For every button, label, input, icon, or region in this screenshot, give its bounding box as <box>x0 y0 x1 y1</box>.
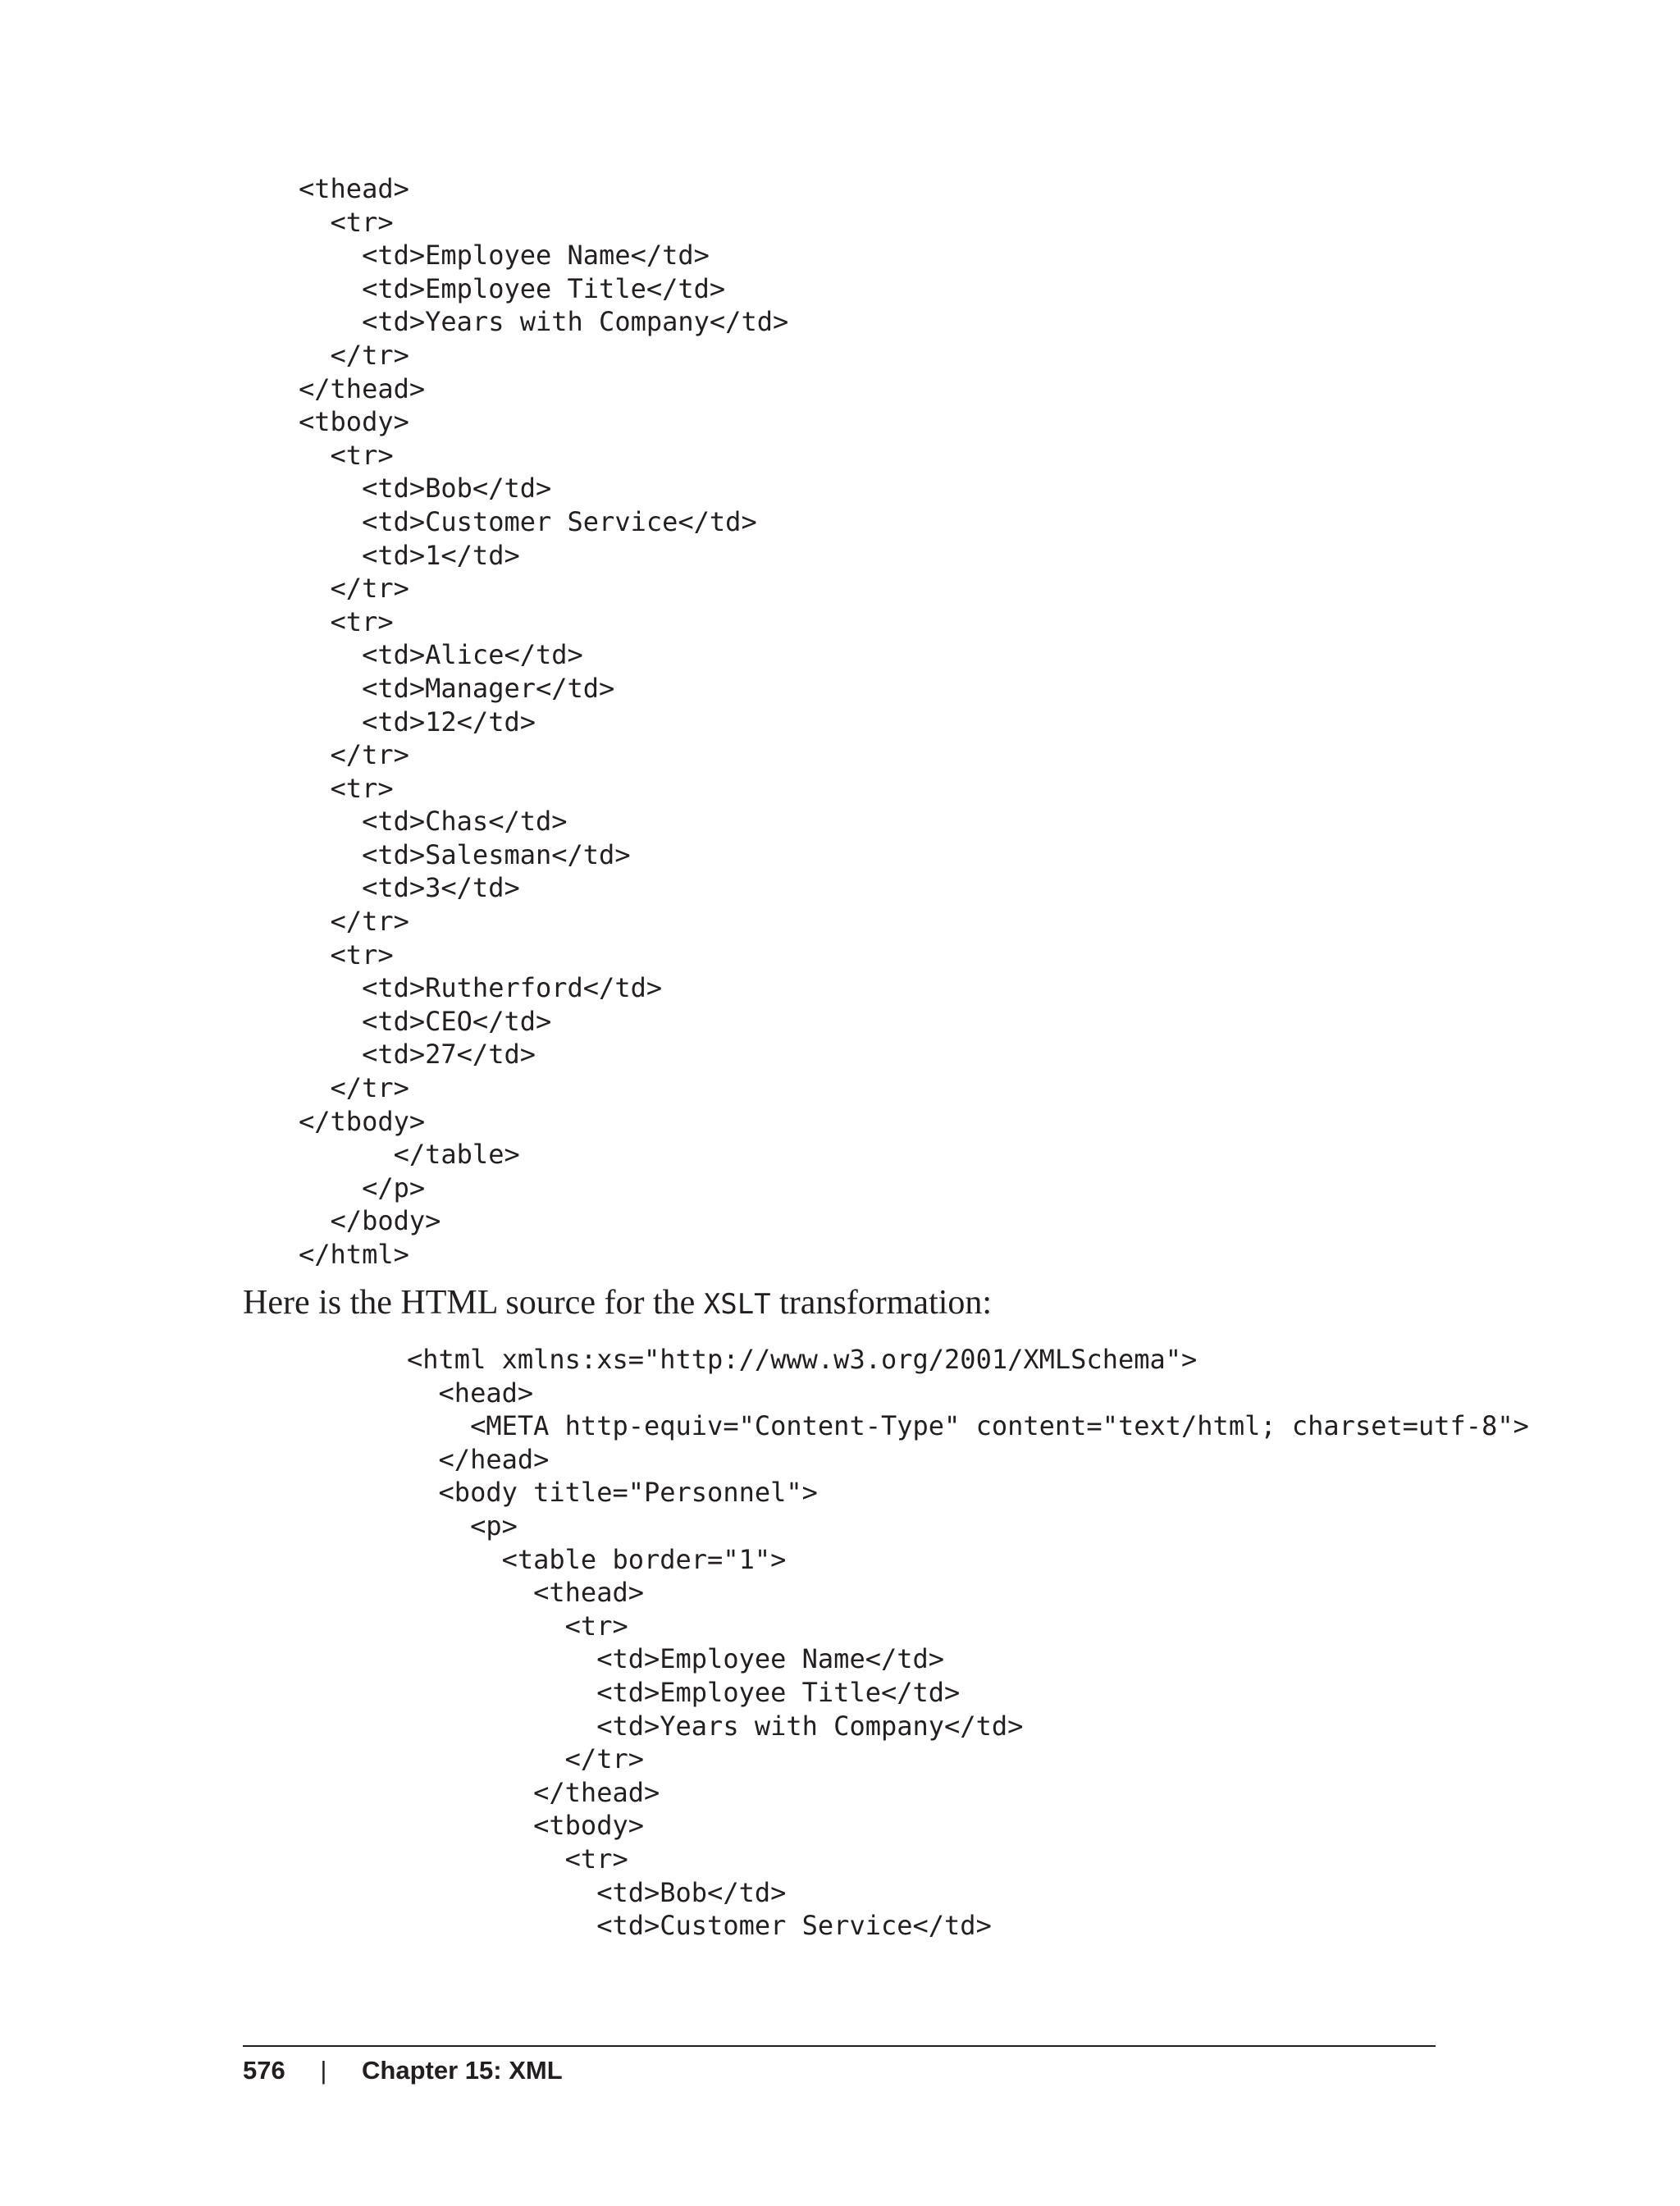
code-line: <td>Bob</td> <box>299 473 552 505</box>
code-line: <table border="1"> <box>407 1543 787 1575</box>
code-line: <td>Employee Title</td> <box>299 272 726 304</box>
code-line: <tr> <box>299 206 394 238</box>
code-line: </tr> <box>407 1743 644 1775</box>
code-line: <td>3</td> <box>299 872 520 904</box>
code-line: <td>Employee Name</td> <box>299 240 710 272</box>
code-line: <tr> <box>299 772 394 804</box>
code-line: </thead> <box>407 1776 660 1808</box>
paragraph-text-after: transformation: <box>770 1284 993 1322</box>
code-line: </tr> <box>299 1072 409 1104</box>
code-line: <td>Salesman</td> <box>299 838 631 870</box>
page-number: 576 <box>243 2056 285 2085</box>
footer-rule <box>243 2045 1436 2047</box>
code-line: <tr> <box>299 439 394 471</box>
code-line: </thead> <box>299 372 426 404</box>
code-line: <p> <box>407 1509 518 1541</box>
code-line: <td>Years with Company</td> <box>407 1710 1024 1742</box>
code-line: <td>Rutherford</td> <box>299 972 663 1004</box>
code-line: <td>Customer Service</td> <box>299 505 757 537</box>
paragraph-text-before: Here is the HTML source for the <box>243 1284 704 1322</box>
code-line: <td>27</td> <box>299 1039 536 1071</box>
code-line: </head> <box>407 1443 550 1475</box>
code-listing-html-source <box>407 1343 1529 1943</box>
code-line: <body title="Personnel"> <box>407 1477 818 1509</box>
code-line: </tr> <box>299 573 409 605</box>
footer-separator: | <box>320 2056 327 2085</box>
code-line: </tr> <box>299 339 409 371</box>
code-line: <td>Employee Title</td> <box>407 1676 961 1708</box>
code-line: <thead> <box>299 173 409 204</box>
code-line: </p> <box>299 1172 426 1203</box>
code-line: <tr> <box>407 1610 628 1642</box>
code-line: <td>Employee Name</td> <box>407 1643 945 1675</box>
code-line: </html> <box>299 1239 409 1270</box>
code-line: <td>12</td> <box>299 706 536 738</box>
code-line: <html xmlns:xs="http://www.w3.org/2001/XMLSchema"> <box>407 1344 1198 1375</box>
code-line: <tr> <box>407 1843 628 1875</box>
code-line: <thead> <box>407 1577 644 1609</box>
inline-code-xslt: XSLT <box>703 1288 771 1321</box>
code-line: </tbody> <box>299 1105 426 1137</box>
code-listing-table-body <box>299 172 788 1272</box>
body-paragraph <box>243 1281 992 1326</box>
code-line: <head> <box>407 1377 534 1409</box>
code-line: </body> <box>299 1205 441 1237</box>
chapter-title: Chapter 15: XML <box>362 2056 563 2085</box>
code-line: <td>Years with Company</td> <box>299 306 789 338</box>
code-line: <tbody> <box>407 1810 644 1842</box>
code-line: <td>Chas</td> <box>299 806 568 838</box>
code-line: <tr> <box>299 939 394 971</box>
code-line: </tr> <box>299 906 409 938</box>
code-line: <tr> <box>299 605 394 637</box>
code-line: <td>Bob</td> <box>407 1876 787 1908</box>
page-footer <box>243 2053 563 2089</box>
code-line: <td>Alice</td> <box>299 639 583 671</box>
code-line: <td>Customer Service</td> <box>407 1910 992 1942</box>
code-line: <td>CEO</td> <box>299 1005 552 1037</box>
code-line: </tr> <box>299 739 409 771</box>
code-line: </table> <box>299 1139 520 1171</box>
code-line: <td>Manager</td> <box>299 672 615 704</box>
code-line: <td>1</td> <box>299 539 520 571</box>
code-line: <tbody> <box>299 406 409 438</box>
code-line: <META http-equiv="Content-Type" content="text/html; charset=utf-8"> <box>407 1410 1529 1442</box>
